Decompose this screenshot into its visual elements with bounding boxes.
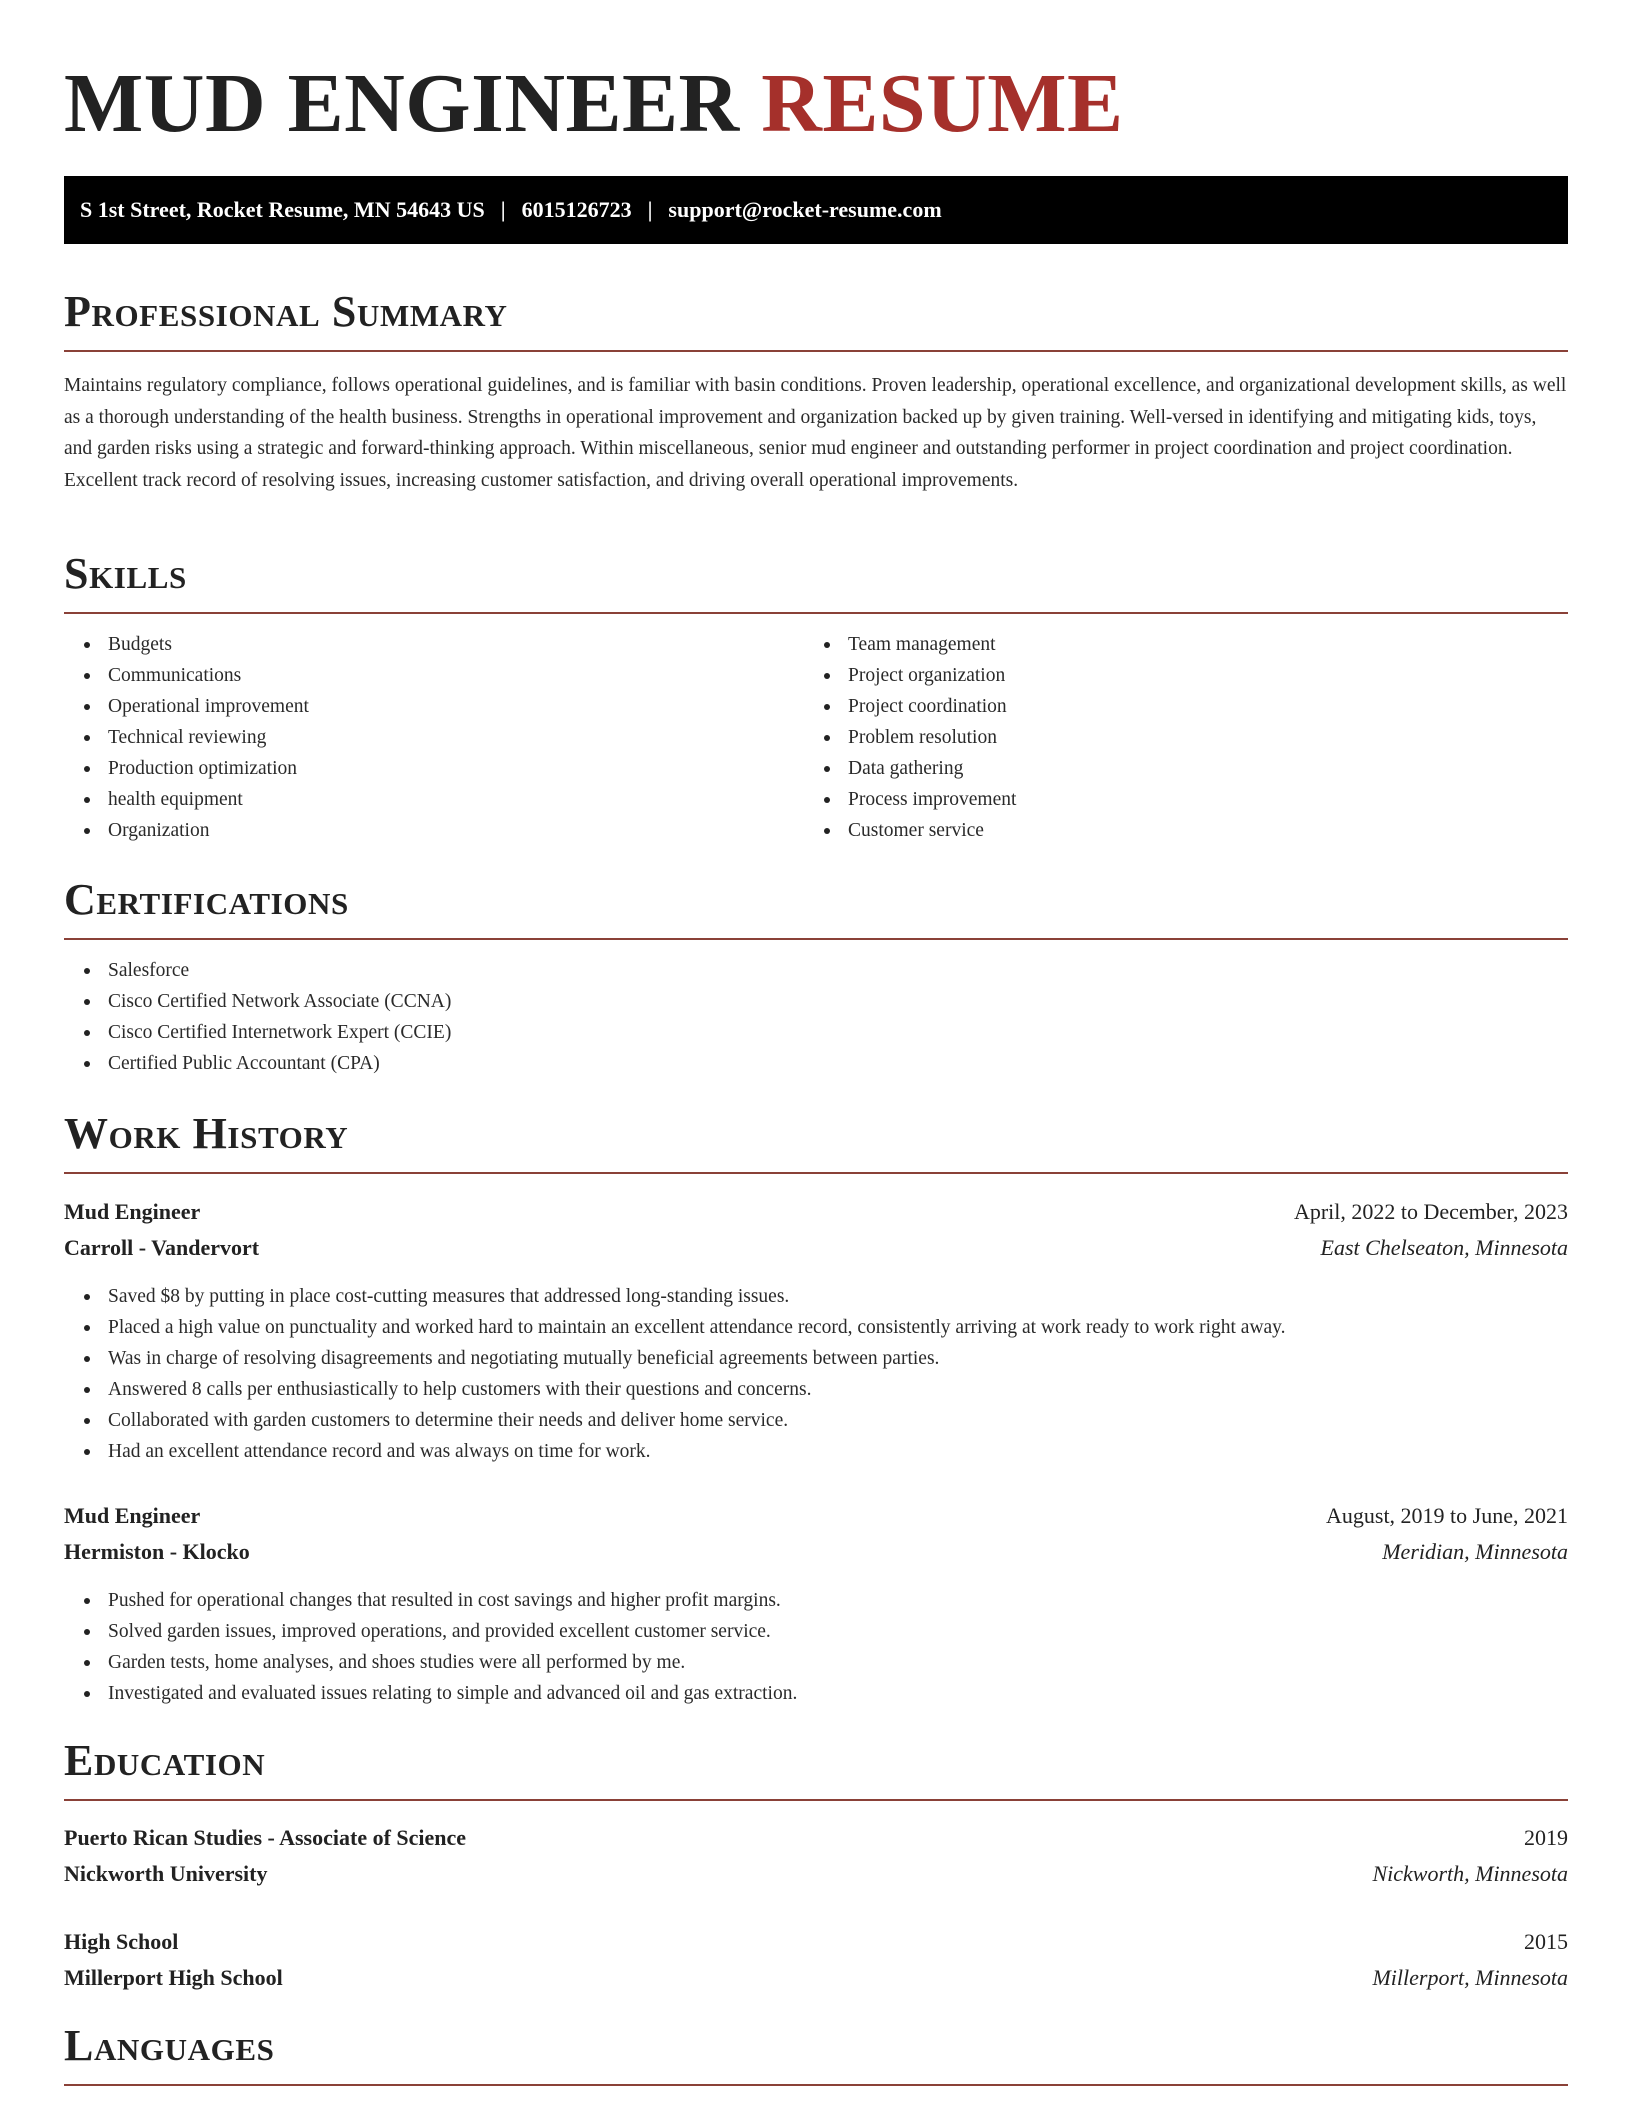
skill-item: health equipment: [64, 784, 309, 815]
section-title-certifications: Certifications: [64, 874, 1568, 940]
certifications-list: [64, 955, 451, 1079]
skills-list-left: [64, 629, 309, 846]
job-dates: April, 2022 to December, 2023: [1293, 1199, 1568, 1224]
section-title-education: Education: [64, 1735, 1568, 1801]
title-accent: RESUME: [761, 57, 1124, 150]
contact-address: S 1st Street, Rocket Resume, MN 54643 US: [80, 197, 485, 222]
job-header: [64, 1498, 1568, 1534]
education-school: Nickworth University: [64, 1861, 268, 1886]
contact-phone: 6015126723: [521, 197, 632, 222]
education-location: Nickworth, Minnesota: [1372, 1861, 1568, 1886]
certification-item: Cisco Certified Internetwork Expert (CCIE): [64, 1017, 451, 1048]
skill-item: Customer service: [804, 815, 1016, 846]
job-bullets: [64, 1281, 1286, 1467]
section-title-work-history: Work History: [64, 1108, 1568, 1174]
skill-item: Budgets: [64, 629, 309, 660]
skill-item: Problem resolution: [804, 722, 1016, 753]
title-main: MUD ENGINEER: [64, 57, 740, 150]
job-company: Carroll - Vandervort: [64, 1235, 260, 1260]
job-dates: August, 2019 to June, 2021: [1326, 1503, 1568, 1528]
education-subheader: [64, 1960, 1568, 1996]
skill-item: Organization: [64, 815, 309, 846]
education-year: 2019: [1524, 1825, 1568, 1850]
job-bullet: Solved garden issues, improved operations, and provided excellent customer service.: [64, 1616, 797, 1647]
job-title: Mud Engineer: [64, 1503, 201, 1528]
job-bullet: Saved $8 by putting in place cost-cutting measures that addressed long-standing issues.: [64, 1281, 1286, 1312]
job-subheader: [64, 1534, 1568, 1570]
education-school: Millerport High School: [64, 1965, 283, 1990]
certification-item: Salesforce: [64, 955, 451, 986]
skill-item: Communications: [64, 660, 309, 691]
job-bullet: Had an excellent attendance record and was always on time for work.: [64, 1436, 1286, 1467]
contact-email: support@rocket-resume.com: [668, 197, 942, 222]
contact-bar: [64, 176, 1568, 244]
job-location: East Chelseaton, Minnesota: [1320, 1235, 1568, 1260]
job-bullet: Answered 8 calls per enthusiastically to help customers with their questions and concerns.: [64, 1374, 1286, 1405]
education-degree: Puerto Rican Studies - Associate of Science: [64, 1825, 467, 1850]
skills-list-right: [804, 629, 1016, 846]
certification-item: Certified Public Accountant (CPA): [64, 1048, 451, 1079]
certification-item: Cisco Certified Network Associate (CCNA): [64, 986, 451, 1017]
job-location: Meridian, Minnesota: [1382, 1539, 1568, 1564]
skill-item: Technical reviewing: [64, 722, 309, 753]
section-title-summary: Professional Summary: [64, 286, 1568, 352]
skill-item: Production optimization: [64, 753, 309, 784]
contact-separator: |: [500, 197, 506, 222]
job-bullet: Pushed for operational changes that resulted in cost savings and higher profit margins.: [64, 1585, 797, 1616]
education-degree: High School: [64, 1929, 179, 1954]
education-header: [64, 1820, 1568, 1856]
education-header: [64, 1924, 1568, 1960]
job-bullet: Investigated and evaluated issues relating to simple and advanced oil and gas extraction.: [64, 1678, 797, 1709]
job-bullet: Placed a high value on punctuality and worked hard to maintain an excellent attendance record, consistently arriving at work ready to work right away.: [64, 1312, 1286, 1343]
job-header: [64, 1194, 1568, 1230]
skill-item: Team management: [804, 629, 1016, 660]
job-title: Mud Engineer: [64, 1199, 201, 1224]
education-subheader: [64, 1856, 1568, 1892]
education-location: Millerport, Minnesota: [1372, 1965, 1568, 1990]
resume-title: [64, 58, 1124, 150]
skill-item: Operational improvement: [64, 691, 309, 722]
job-bullet: Garden tests, home analyses, and shoes studies were all performed by me.: [64, 1647, 797, 1678]
job-bullet: Collaborated with garden customers to determine their needs and deliver home service.: [64, 1405, 1286, 1436]
skill-item: Data gathering: [804, 753, 1016, 784]
job-bullets: [64, 1585, 797, 1709]
section-title-languages: Languages: [64, 2020, 1568, 2086]
job-bullet: Was in charge of resolving disagreements and negotiating mutually beneficial agreements between parties.: [64, 1343, 1286, 1374]
education-year: 2015: [1524, 1929, 1568, 1954]
contact-separator: |: [647, 197, 653, 222]
skill-item: Project organization: [804, 660, 1016, 691]
job-subheader: [64, 1230, 1568, 1266]
section-title-skills: Skills: [64, 548, 1568, 614]
skill-item: Project coordination: [804, 691, 1016, 722]
job-company: Hermiston - Klocko: [64, 1539, 250, 1564]
summary-text: Maintains regulatory compliance, follows operational guidelines, and is familiar with basin conditions. Proven leadership, operational excellence, and organizational development skills, as well as a thorough understanding of the health business. Strengths in operational improvement and organization backed up by given training. Well-versed in identifying and mitigating kids, toys, and garden risks using a strategic and forward-thinking approach. Within miscellaneous, senior mud engineer and outstanding performer in project coordination and project coordination. Excellent track record of resolving issues, increasing customer satisfaction, and driving overall operational improvements.: [64, 375, 1567, 491]
skill-item: Process improvement: [804, 784, 1016, 815]
